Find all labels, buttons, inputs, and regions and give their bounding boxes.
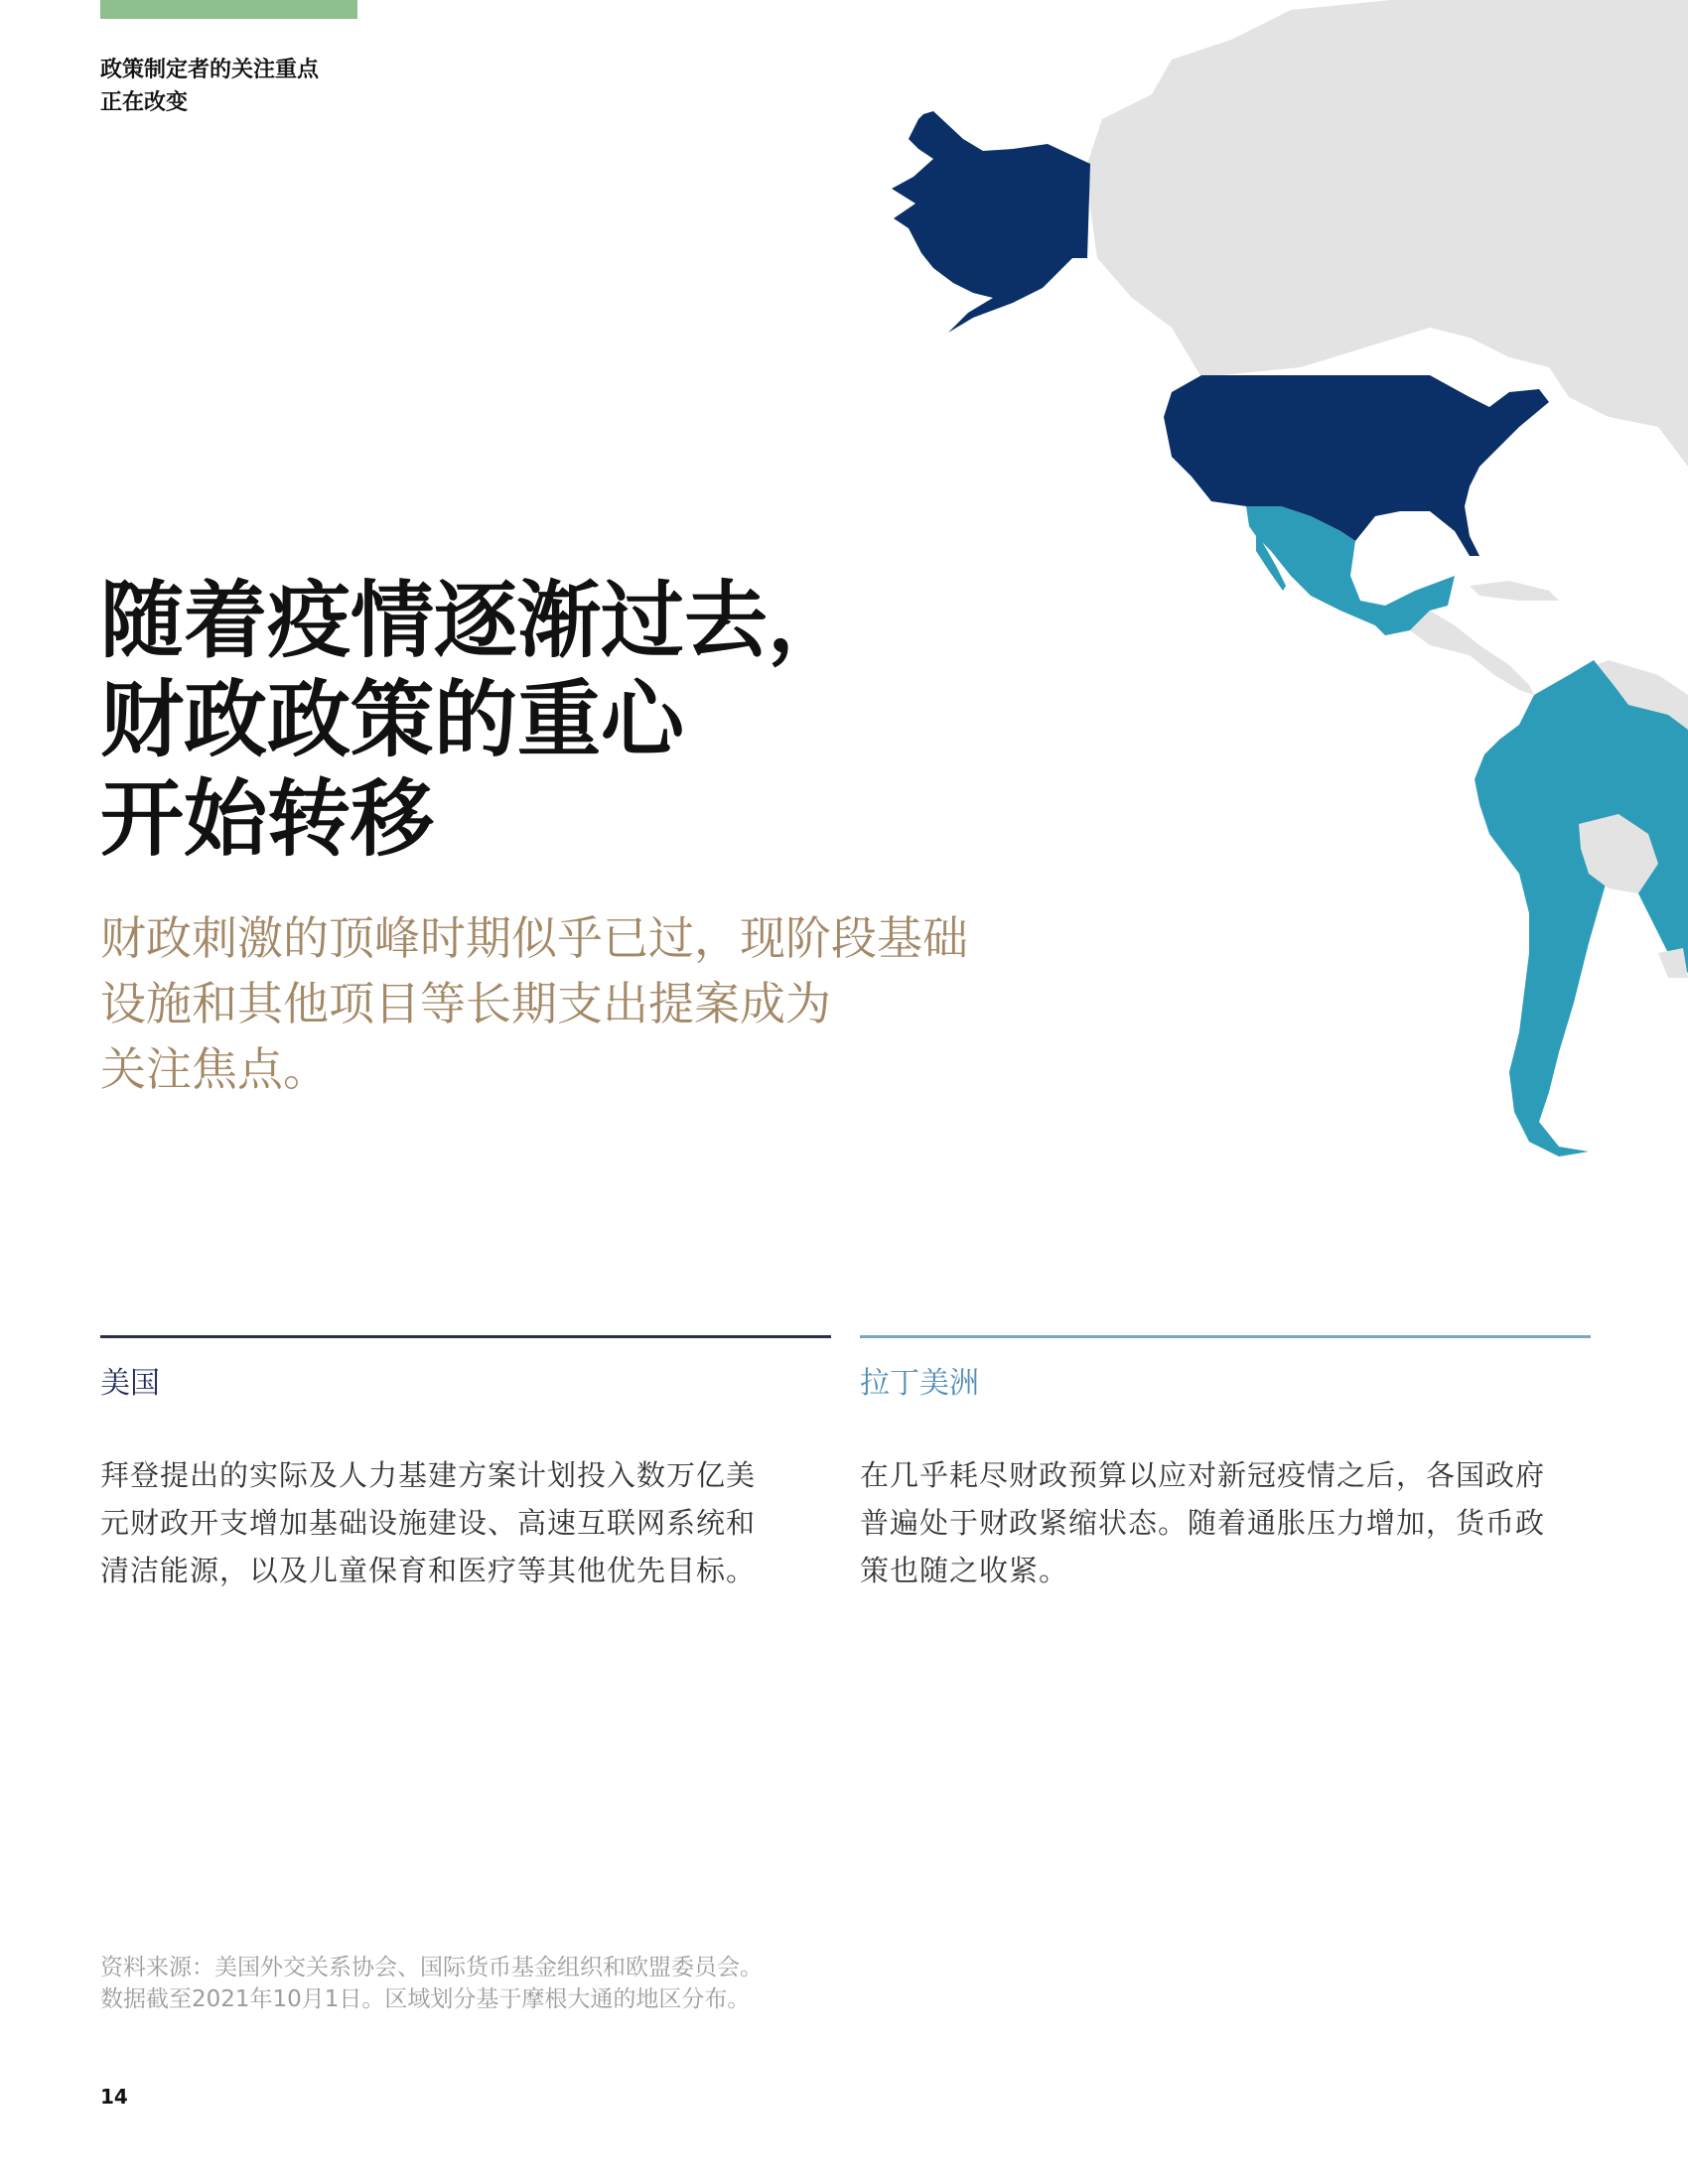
column-latam xyxy=(860,1335,1591,1594)
page-title xyxy=(100,571,994,869)
column-heading: 美国 xyxy=(100,1366,160,1401)
subtitle-line-1: 财政刺激的顶峰时期似乎已过，现阶段基础 xyxy=(100,911,968,965)
source-line-2: 数据截至2021年10月1日。区域划分基于摩根大通的地区分布。 xyxy=(100,1986,751,2012)
source-line-1: 资料来源：美国外交关系协会、国际货币基金组织和欧盟委员会。 xyxy=(100,1955,763,1980)
accent-bar xyxy=(100,0,357,19)
body-line: 在几乎耗尽财政预算以应对新冠疫情之后，各国政府 xyxy=(860,1458,1546,1492)
map-south-america xyxy=(1475,660,1688,1157)
title-line-1: 随着疫情逐渐过去， xyxy=(100,571,852,669)
kicker-line-2: 正在改变 xyxy=(100,90,189,115)
column-heading: 拉丁美洲 xyxy=(860,1366,979,1401)
section-kicker xyxy=(100,54,319,119)
map-central-america xyxy=(1410,611,1534,695)
body-line: 元财政开支增加基础设施建设、高速互联网系统和 xyxy=(100,1506,757,1540)
kicker-line-1: 政策制定者的关注重点 xyxy=(100,58,320,82)
subtitle-line-3: 关注焦点。 xyxy=(100,1042,329,1096)
column-divider xyxy=(860,1335,1591,1338)
body-line: 清洁能源，以及儿童保育和医疗等其他优先目标。 xyxy=(100,1554,757,1587)
body-line: 拜登提出的实际及人力基建方案计划投入数万亿美 xyxy=(100,1458,757,1492)
page-number: 14 xyxy=(100,2085,128,2109)
column-body xyxy=(860,1451,1591,1594)
map-alaska xyxy=(892,111,1090,333)
map-uruguay xyxy=(1658,948,1688,978)
body-line: 普遍处于财政紧缩状态。随着通胀压力增加，货币政 xyxy=(860,1506,1546,1540)
page-subtitle xyxy=(100,905,1073,1102)
title-line-2: 财政政策的重心 xyxy=(100,670,685,768)
title-line-3: 开始转移 xyxy=(100,769,435,868)
subtitle-line-2: 设施和其他项目等长期支出提案成为 xyxy=(100,977,831,1030)
map-united-states xyxy=(1164,375,1549,556)
map-caribbean xyxy=(1470,581,1559,601)
source-note xyxy=(100,1952,763,2015)
column-us xyxy=(100,1335,831,1594)
column-body xyxy=(100,1451,831,1594)
column-divider xyxy=(100,1335,831,1338)
body-line: 策也随之收紧。 xyxy=(860,1554,1069,1587)
